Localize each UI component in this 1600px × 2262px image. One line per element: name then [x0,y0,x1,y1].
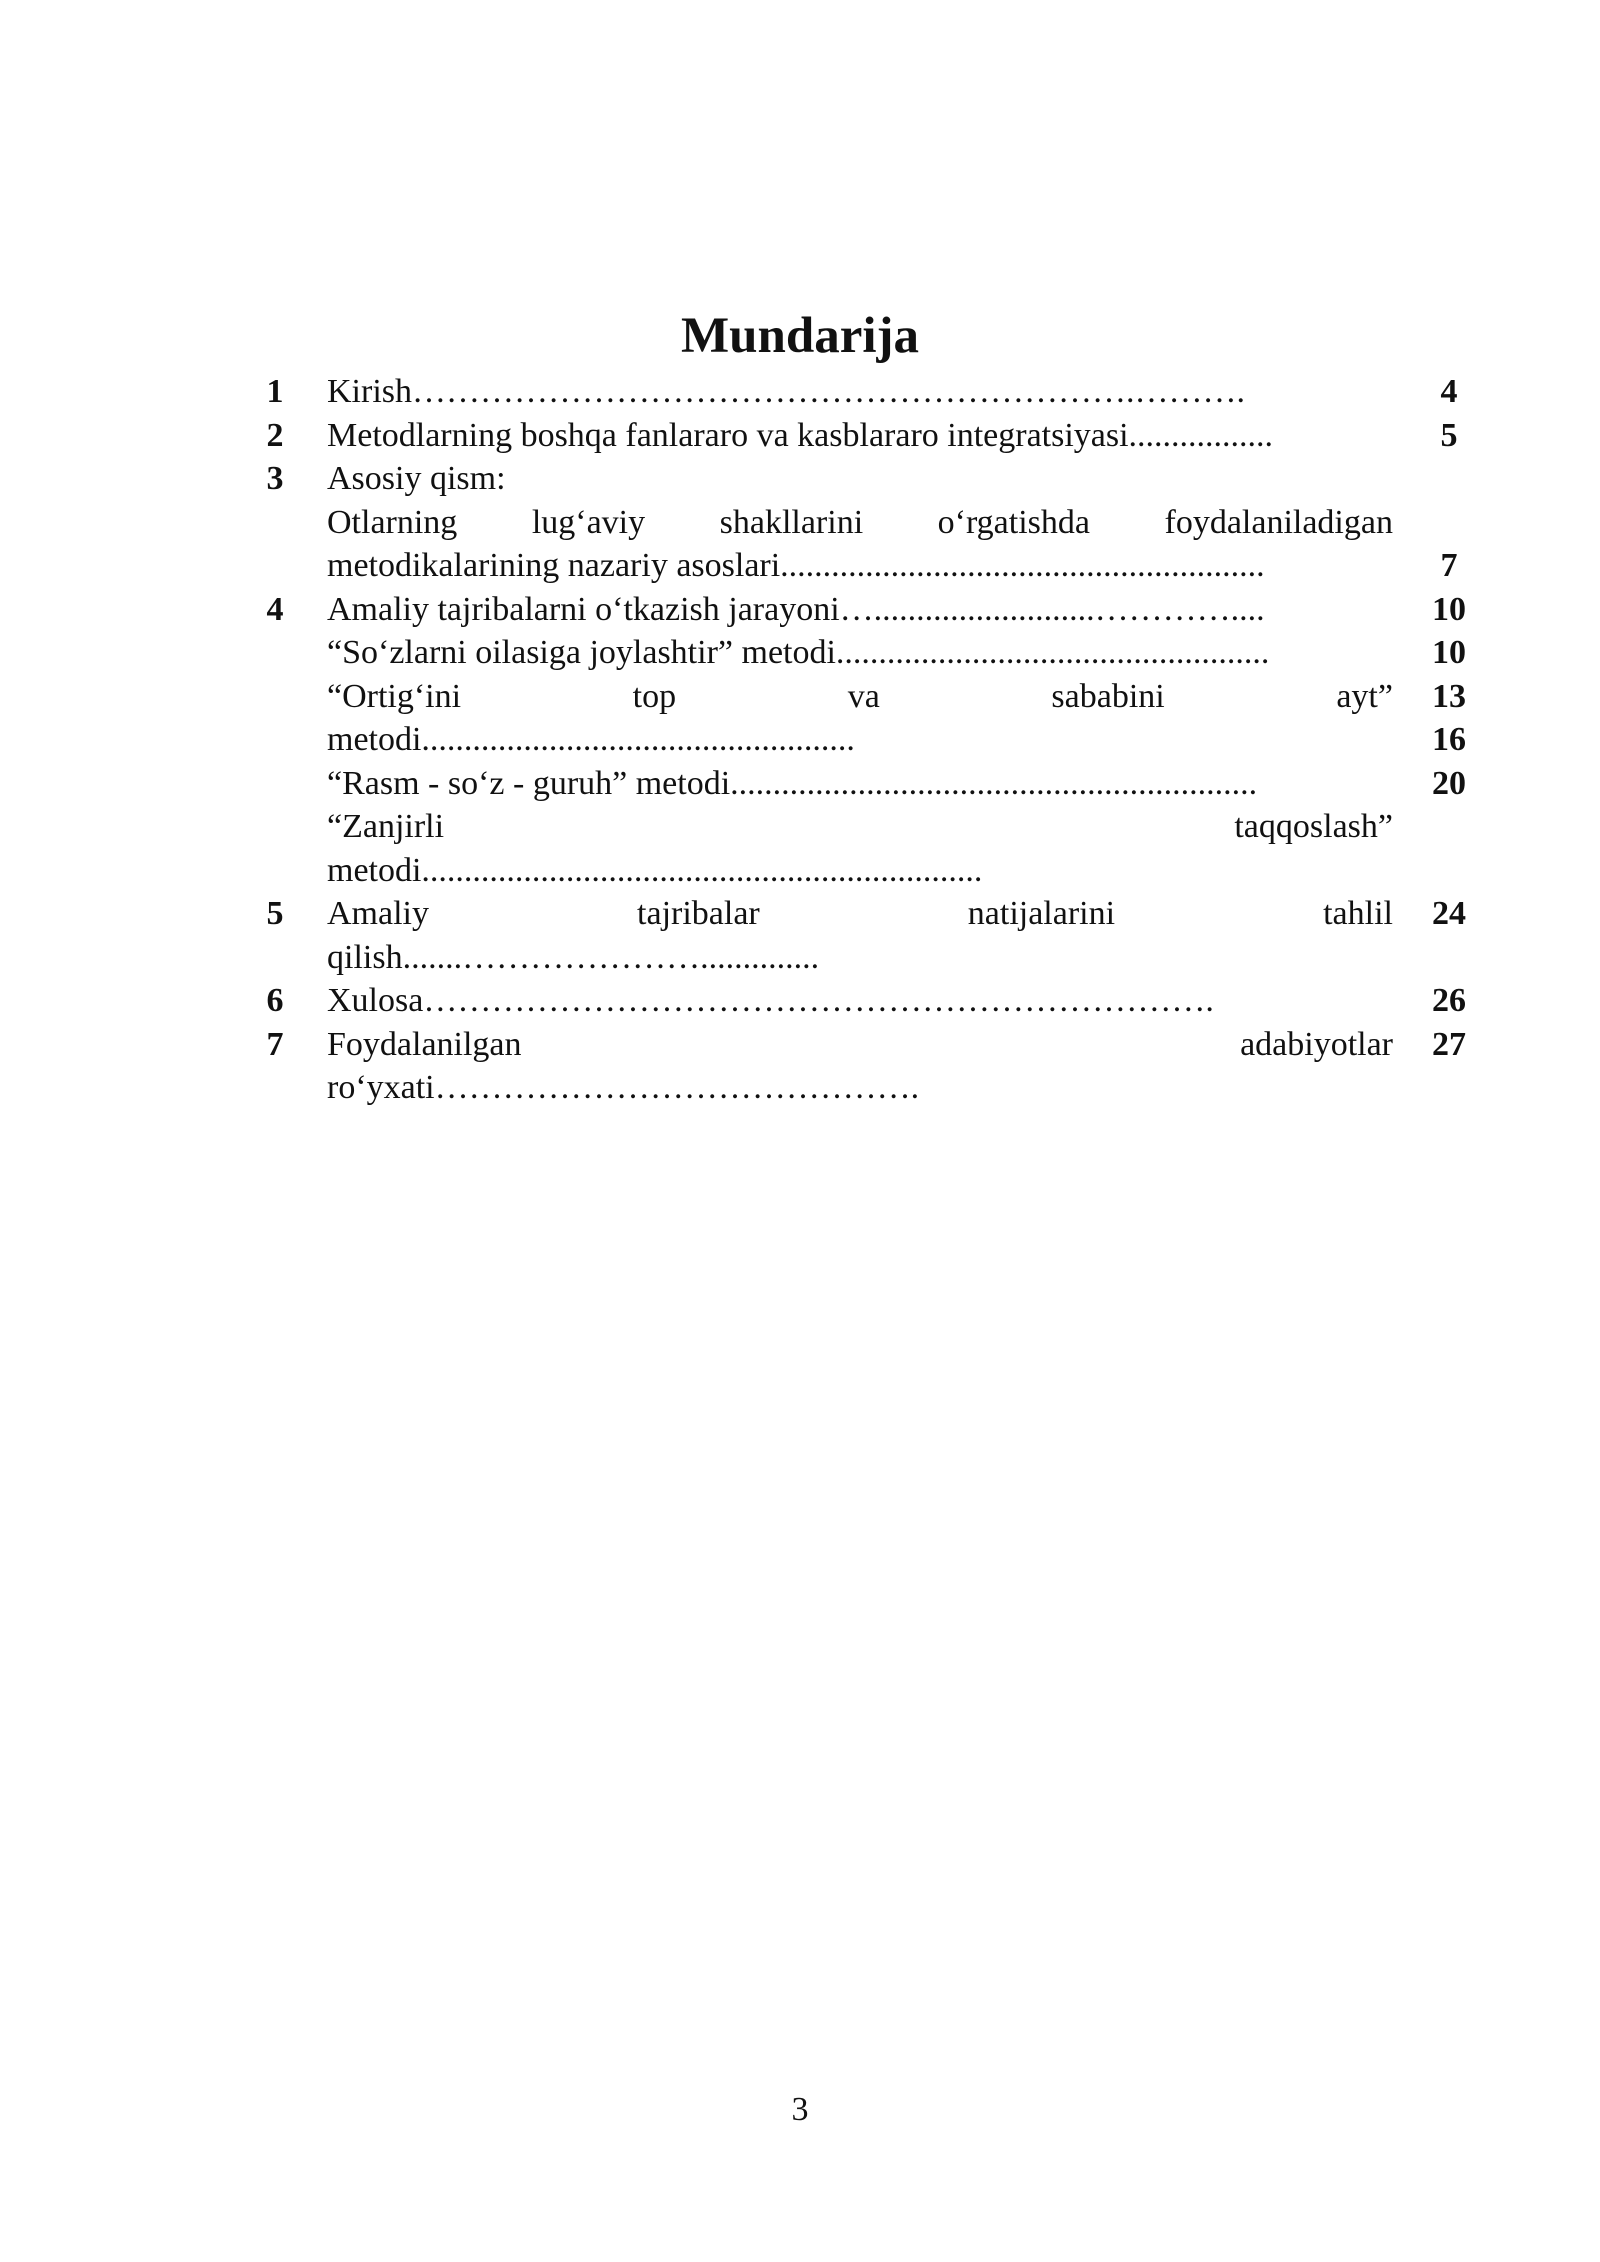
toc-entry-word: tajribalar [637,895,760,932]
page-number: 3 [791,2091,809,2128]
page-title: Mundarija [680,308,920,364]
toc-entry-word: “Zanjirli [327,808,445,845]
toc-entry-word: shakllarini [719,503,864,541]
toc-page-number: 10 [1432,590,1466,628]
toc-entry-word: Foydalanilgan [327,1025,522,1063]
toc-page-number: 27 [1432,1025,1466,1063]
toc-row [259,501,1479,545]
toc-entry-text: metodikalarining nazariy asoslari......................................................... [327,547,1265,584]
toc-row [259,849,1479,893]
table-of-contents [259,370,1479,1110]
toc-page-number: 7 [1440,547,1458,584]
toc-section-number: 5 [266,895,284,932]
toc-section-number: 3 [266,460,284,497]
toc-section-number: 4 [266,590,284,628]
toc-entry-text: metodi................................................... [327,721,855,758]
toc-entry-text [327,805,1393,849]
toc-row [259,805,1479,849]
toc-page-number: 20 [1432,764,1466,802]
toc-entry-text [327,892,1393,936]
toc-section-number: 1 [266,373,284,410]
toc-row [259,979,1479,1023]
toc-row [259,762,1479,806]
toc-entry-text: ro‘yxati……………………………………. [327,1069,920,1106]
toc-entry-text: Asosiy qism: [327,460,506,497]
toc-row [259,414,1479,458]
toc-page-number: 24 [1432,895,1466,932]
toc-entry-word: foydalaniladigan [1164,503,1393,541]
toc-entry-text: Metodlarning boshqa fanlararo va kasblararo integratsiyasi................. [327,416,1274,454]
toc-entry-word: natijalarini [967,895,1116,932]
toc-section-number: 2 [266,416,284,454]
toc-section-number: 6 [266,982,284,1019]
toc-entry-text: metodi.................................................................. [327,851,983,889]
toc-entry-word: o‘rgatishda [937,503,1090,541]
toc-entry-word: ayt” [1336,677,1393,715]
toc-row [259,1066,1479,1110]
toc-entry-word: top [632,677,677,715]
toc-row [259,675,1479,719]
toc-page-number: 10 [1432,634,1466,671]
toc-row [259,544,1479,588]
toc-entry-text [327,675,1393,719]
toc-row [259,588,1479,632]
toc-entry-word: sababini [1051,677,1165,715]
toc-page-number: 16 [1432,721,1466,758]
toc-row [259,718,1479,762]
toc-entry-text: “Rasm - so‘z - guruh” metodi.............................................................. [327,764,1258,802]
toc-entry-text: Kirish……………………………………………………….………. [327,373,1245,410]
toc-entry-text: qilish.......………………….............. [327,938,820,976]
toc-page-number: 4 [1440,373,1458,410]
toc-entry-text [327,1023,1393,1067]
toc-row [259,936,1479,980]
toc-entry-text [327,501,1393,545]
toc-page-number: 13 [1432,677,1466,715]
toc-entry-word: taqqoslash” [1234,808,1393,845]
toc-row [259,457,1479,501]
toc-entry-word: Otlarning [327,503,458,541]
toc-entry-text: Amaliy tajribalarni o‘tkazish jarayoni…..........................………….... [327,590,1265,628]
toc-row [259,631,1479,675]
toc-row [259,370,1479,414]
toc-row [259,1023,1479,1067]
toc-page-number: 5 [1440,416,1458,454]
toc-entry-word: “Ortig‘ini [327,677,462,715]
toc-page-number: 26 [1432,982,1466,1019]
toc-entry-word: Amaliy [327,895,429,932]
toc-entry-text: “So‘zlarni oilasiga joylashtir” metodi................................................... [327,634,1270,671]
toc-row [259,892,1479,936]
toc-entry-word: lug‘aviy [531,503,646,541]
toc-entry-word: va [847,677,880,715]
toc-entry-word: adabiyotlar [1240,1025,1393,1063]
toc-entry-word: tahlil [1323,895,1393,932]
toc-section-number: 7 [266,1025,284,1063]
toc-entry-text: Xulosa……………………………………………………………. [327,982,1214,1019]
